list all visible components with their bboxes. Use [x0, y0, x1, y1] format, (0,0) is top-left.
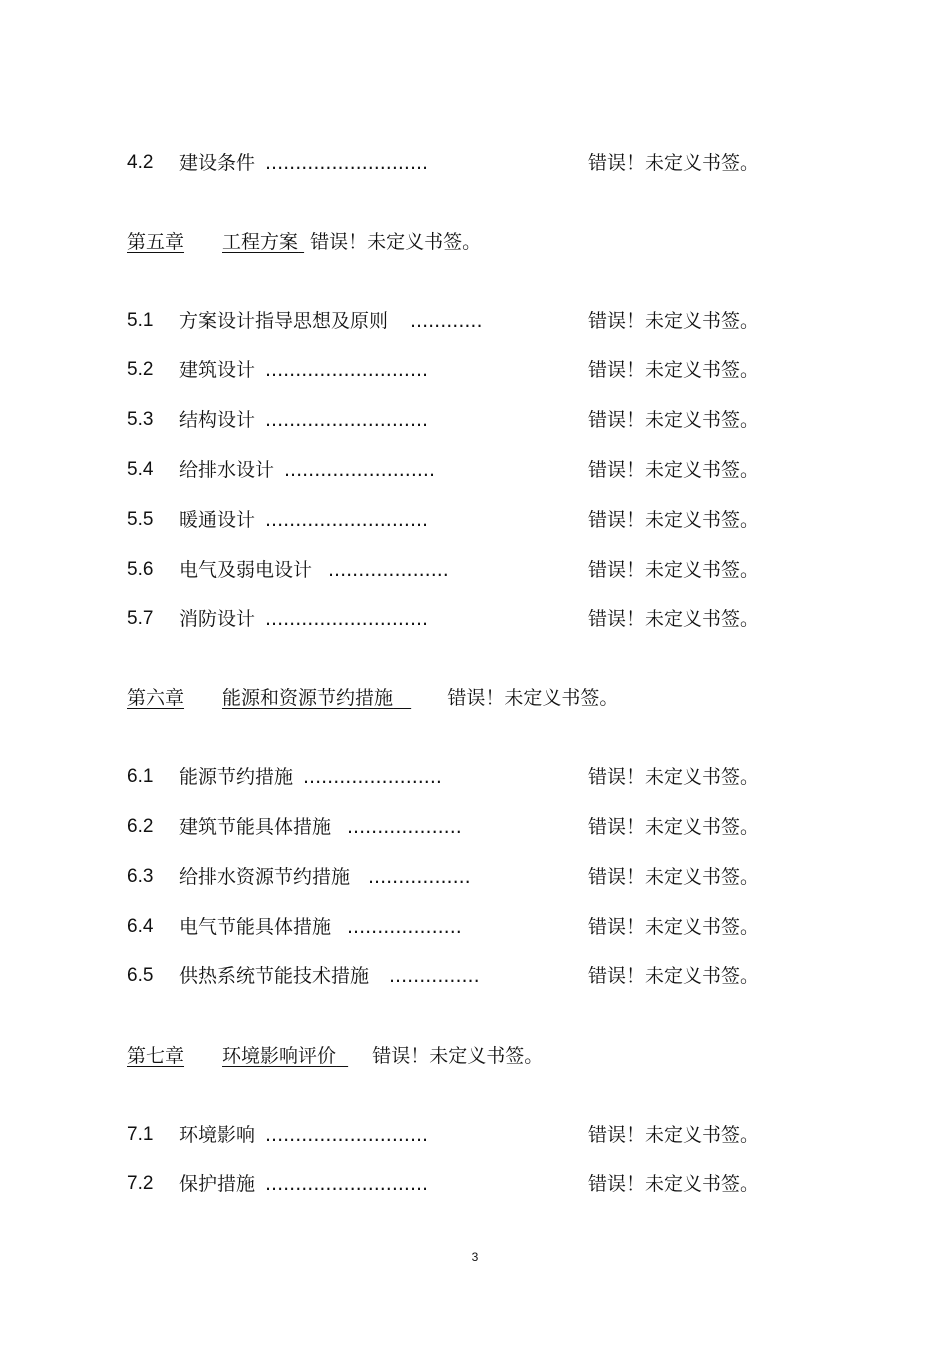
toc-title: 电气及弱电设计 ....................	[179, 559, 449, 581]
toc-page-ref: 错误！未定义书签。	[310, 231, 482, 253]
toc-page-ref: 错误！未定义书签。	[588, 816, 760, 838]
toc-number: 6.2	[127, 816, 154, 837]
chapter-heading: 第六章 能源和资源节约措施 错误！未定义书签。	[127, 687, 619, 709]
toc-dots: ...................	[347, 816, 462, 838]
toc-title: 能源节约措施 .......................	[179, 766, 442, 788]
toc-dots: ...........................	[265, 1173, 429, 1195]
toc-chapter[interactable]	[0, 227, 950, 257]
toc-entry[interactable]	[0, 355, 950, 385]
page-number: 3	[471, 1250, 479, 1264]
toc-page-ref: 错误！未定义书签。	[588, 916, 760, 938]
toc-page-ref: 错误！未定义书签。	[588, 509, 760, 531]
toc-number: 6.4	[127, 916, 154, 937]
toc-title: 方案设计指导思想及原则 ............	[179, 310, 483, 332]
toc-dots: ...........................	[265, 608, 429, 630]
toc-page-ref: 错误！未定义书签。	[372, 1045, 544, 1067]
toc-entry[interactable]	[0, 505, 950, 535]
toc-entry[interactable]	[0, 912, 950, 942]
toc-title: 给排水资源节约措施 .................	[179, 866, 471, 888]
toc-entry[interactable]	[0, 455, 950, 485]
toc-entry[interactable]	[0, 405, 950, 435]
toc-page-ref: 错误！未定义书签。	[588, 409, 760, 431]
toc-number: 5.5	[127, 509, 154, 530]
toc-number: 5.6	[127, 559, 154, 580]
toc-dots: ...........................	[265, 1124, 429, 1146]
toc-page-ref: 错误！未定义书签。	[588, 152, 760, 174]
toc-page-ref: 错误！未定义书签。	[588, 766, 760, 788]
toc-title: 供热系统节能技术措施 ...............	[179, 965, 480, 987]
toc-number: 7.1	[127, 1124, 154, 1145]
toc-dots: ...........................	[265, 409, 429, 431]
toc-title: 暖通设计 ...........................	[179, 509, 429, 531]
toc-number: 6.5	[127, 965, 154, 986]
toc-dots: ...............	[389, 965, 480, 987]
toc-dots: .......................	[303, 766, 442, 788]
toc-number: 5.4	[127, 459, 154, 480]
toc-page-ref: 错误！未定义书签。	[588, 1173, 760, 1195]
toc-number: 6.1	[127, 766, 154, 787]
toc-dots: ...........................	[265, 152, 429, 174]
toc-page-ref: 错误！未定义书签。	[447, 687, 619, 709]
toc-entry[interactable]	[0, 961, 950, 991]
toc-page-ref: 错误！未定义书签。	[588, 459, 760, 481]
toc-title: 电气节能具体措施 ...................	[179, 916, 462, 938]
toc-page-ref: 错误！未定义书签。	[588, 965, 760, 987]
toc-page-ref: 错误！未定义书签。	[588, 559, 760, 581]
toc-entry[interactable]	[0, 812, 950, 842]
toc-chapter[interactable]	[0, 683, 950, 713]
toc-page-ref: 错误！未定义书签。	[588, 1124, 760, 1146]
toc-number: 5.3	[127, 409, 154, 430]
toc-title: 环境影响 ...........................	[179, 1124, 429, 1146]
toc-page-ref: 错误！未定义书签。	[588, 359, 760, 381]
toc-dots: ...................	[347, 916, 462, 938]
toc-number: 6.3	[127, 866, 154, 887]
toc-dots: .........................	[284, 459, 436, 481]
toc-page-ref: 错误！未定义书签。	[588, 866, 760, 888]
chapter-heading: 第五章 工程方案 错误！未定义书签。	[127, 231, 482, 253]
toc-chapter[interactable]	[0, 1041, 950, 1071]
toc-title: 消防设计 ...........................	[179, 608, 429, 630]
toc-title: 建筑设计 ...........................	[179, 359, 429, 381]
toc-title: 结构设计 ...........................	[179, 409, 429, 431]
toc-number: 4.2	[127, 152, 154, 173]
toc-title: 建设条件 ...........................	[179, 152, 429, 174]
toc-title: 给排水设计 .........................	[179, 459, 436, 481]
toc-entry[interactable]	[0, 1169, 950, 1199]
toc-title: 保护措施 ...........................	[179, 1173, 429, 1195]
toc-dots: .................	[368, 866, 471, 888]
toc-dots: ...........................	[265, 359, 429, 381]
chapter-heading: 第七章 环境影响评价 错误！未定义书签。	[127, 1045, 544, 1067]
toc-page-ref: 错误！未定义书签。	[588, 608, 760, 630]
toc-entry[interactable]	[0, 555, 950, 585]
toc-dots: ...........................	[265, 509, 429, 531]
toc-title: 建筑节能具体措施 ...................	[179, 816, 462, 838]
toc-number: 5.7	[127, 608, 154, 629]
toc-number: 5.1	[127, 310, 154, 331]
toc-entry[interactable]	[0, 306, 950, 336]
toc-entry[interactable]	[0, 862, 950, 892]
toc-entry[interactable]	[0, 604, 950, 634]
toc-entry[interactable]	[0, 762, 950, 792]
toc-dots: ....................	[328, 559, 449, 581]
toc-dots: ............	[410, 310, 483, 332]
toc-entry[interactable]	[0, 1120, 950, 1150]
toc-number: 5.2	[127, 359, 154, 380]
toc-page-ref: 错误！未定义书签。	[588, 310, 760, 332]
toc-number: 7.2	[127, 1173, 154, 1194]
toc-entry[interactable]	[0, 148, 950, 178]
